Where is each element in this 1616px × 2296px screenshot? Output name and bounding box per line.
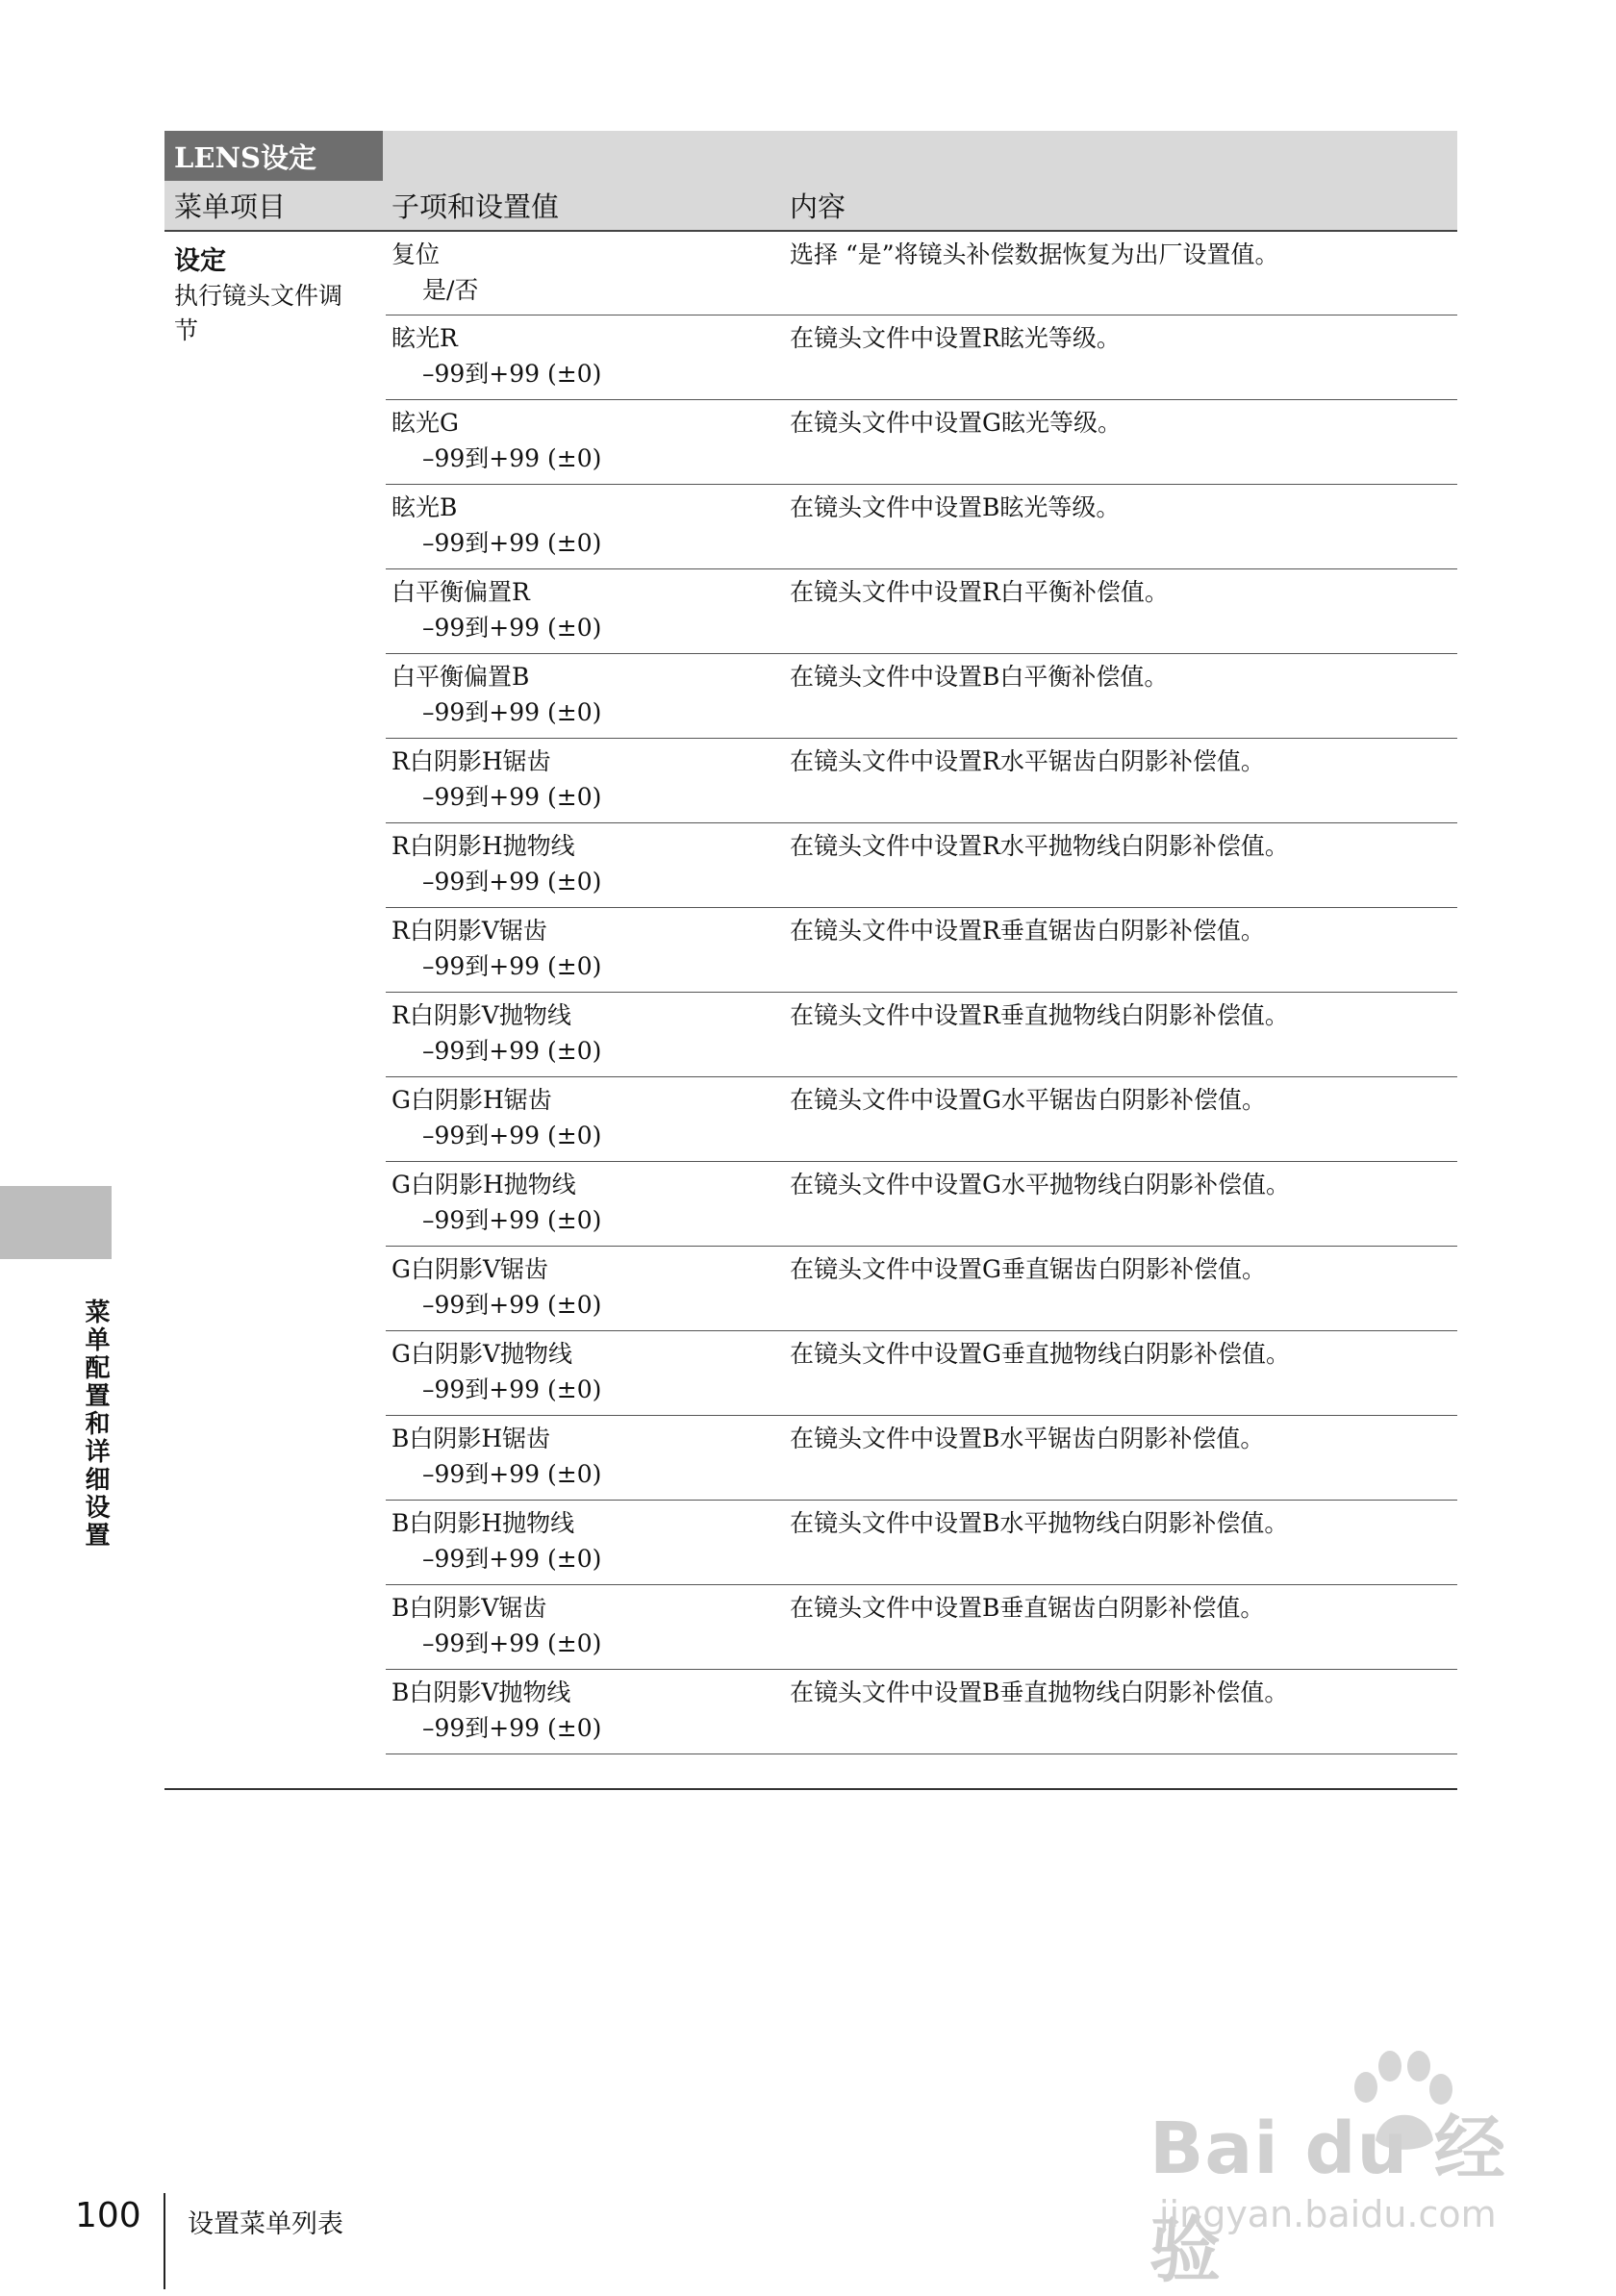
setting-range: –99到+99 (±0) xyxy=(422,1629,602,1657)
setting-description: 在镜头文件中设置B垂直锯齿白阴影补偿值。 xyxy=(790,1594,1265,1622)
setting-range: –99到+99 (±0) xyxy=(422,1714,602,1742)
column-header-sub: 子项和设置值 xyxy=(391,190,560,223)
setting-range: –99到+99 (±0) xyxy=(422,1037,602,1065)
sub-item-name: R白阴影V抛物线 xyxy=(391,1001,571,1029)
setting-description: 在镜头文件中设置G水平锯齿白阴影补偿值。 xyxy=(790,1086,1266,1114)
table-row xyxy=(386,1501,1457,1585)
column-header-row xyxy=(164,181,1457,232)
setting-description: 在镜头文件中设置G垂直抛物线白阴影补偿值。 xyxy=(790,1340,1290,1368)
sub-item-name: B白阴影V锯齿 xyxy=(391,1594,547,1622)
setting-description: 在镜头文件中设置R垂直抛物线白阴影补偿值。 xyxy=(790,1001,1289,1029)
footer-title: 设置菜单列表 xyxy=(188,2209,343,2239)
watermark xyxy=(1149,2049,1553,2292)
watermark-logo-text: Bai du 经验 xyxy=(1149,2107,1506,2292)
sub-item-name: 白平衡偏置R xyxy=(391,578,530,606)
setting-description: 在镜头文件中设置R眩光等级。 xyxy=(790,324,1121,352)
section-tab xyxy=(164,131,383,181)
setting-description: 在镜头文件中设置B水平锯齿白阴影补偿值。 xyxy=(790,1425,1265,1452)
table-bottom-rule xyxy=(164,1788,1457,1790)
table-row xyxy=(386,569,1457,654)
setting-description: 在镜头文件中设置R垂直锯齿白阴影补偿值。 xyxy=(790,917,1265,945)
column-header-content: 内容 xyxy=(790,190,846,223)
setting-range: –99到+99 (±0) xyxy=(422,1460,602,1488)
sub-item-name: R白阴影H锯齿 xyxy=(391,747,551,775)
sub-item-name: 眩光B xyxy=(391,493,458,521)
setting-description: 在镜头文件中设置B水平抛物线白阴影补偿值。 xyxy=(790,1509,1289,1537)
setting-description: 在镜头文件中设置B眩光等级。 xyxy=(790,493,1121,521)
sub-item-name: G白阴影H锯齿 xyxy=(391,1086,552,1114)
page-number: 100 xyxy=(75,2196,141,2235)
sub-item-name: B白阴影H抛物线 xyxy=(391,1509,575,1537)
table-row xyxy=(386,1331,1457,1416)
sub-item-name: G白阴影V锯齿 xyxy=(391,1255,549,1283)
table-row xyxy=(386,908,1457,993)
setting-range: –99到+99 (±0) xyxy=(422,1291,602,1319)
setting-range: 是/否 xyxy=(422,276,479,304)
menu-item-cell xyxy=(164,232,376,348)
setting-range: –99到+99 (±0) xyxy=(422,1206,602,1234)
sub-item-name: G白阴影H抛物线 xyxy=(391,1171,576,1198)
section-tab-label: LENS设定 xyxy=(174,140,316,174)
sub-item-name: 眩光R xyxy=(391,324,458,352)
menu-item-description xyxy=(164,279,376,348)
menu-item-title: 设定 xyxy=(174,246,226,276)
setting-range: –99到+99 (±0) xyxy=(422,698,602,726)
setting-description: 在镜头文件中设置R白平衡补偿值。 xyxy=(790,578,1169,606)
setting-description: 在镜头文件中设置R水平锯齿白阴影补偿值。 xyxy=(790,747,1265,775)
table-row xyxy=(386,993,1457,1077)
setting-description: 在镜头文件中设置G眩光等级。 xyxy=(790,409,1122,437)
footer-divider xyxy=(164,2193,165,2289)
table-row xyxy=(386,1077,1457,1162)
setting-range: –99到+99 (±0) xyxy=(422,868,602,896)
sub-item-name: 白平衡偏置B xyxy=(391,663,530,691)
table-row xyxy=(386,232,1457,315)
table-row xyxy=(386,485,1457,569)
table-row xyxy=(386,823,1457,908)
table-row xyxy=(386,400,1457,485)
setting-description: 在镜头文件中设置B白平衡补偿值。 xyxy=(790,663,1169,691)
table-row xyxy=(386,1670,1457,1754)
sub-item-name: B白阴影H锯齿 xyxy=(391,1425,551,1452)
table-row xyxy=(386,315,1457,400)
column-header-item: 菜单项目 xyxy=(174,190,287,223)
sub-item-name: R白阴影V锯齿 xyxy=(391,917,547,945)
setting-range: –99到+99 (±0) xyxy=(422,444,602,472)
sub-item-name: 复位 xyxy=(391,240,441,268)
watermark-url: jingyan.baidu.com xyxy=(1159,2193,1497,2235)
setting-description: 选择 “是”将镜头补偿数据恢复为出厂设置值。 xyxy=(790,240,1279,268)
setting-range: –99到+99 (±0) xyxy=(422,783,602,811)
setting-description: 在镜头文件中设置B垂直抛物线白阴影补偿值。 xyxy=(790,1678,1289,1706)
sub-item-name: R白阴影H抛物线 xyxy=(391,832,575,860)
setting-range: –99到+99 (±0) xyxy=(422,1375,602,1403)
sub-item-name: 眩光G xyxy=(391,409,459,437)
side-tab-label: 菜单配置和详细设置 xyxy=(81,1299,110,1550)
sub-item-name: B白阴影V抛物线 xyxy=(391,1678,571,1706)
setting-description: 在镜头文件中设置G水平抛物线白阴影补偿值。 xyxy=(790,1171,1290,1198)
table-row xyxy=(386,654,1457,739)
header-band xyxy=(383,131,1457,181)
setting-range: –99到+99 (±0) xyxy=(422,1122,602,1149)
menu-item-description-line: 执行镜头文件调 xyxy=(174,282,343,310)
table-row xyxy=(386,1247,1457,1331)
setting-range: –99到+99 (±0) xyxy=(422,1545,602,1573)
table-row xyxy=(386,1416,1457,1501)
setting-description: 在镜头文件中设置G垂直锯齿白阴影补偿值。 xyxy=(790,1255,1266,1283)
settings-table xyxy=(386,232,1457,1754)
setting-range: –99到+99 (±0) xyxy=(422,529,602,557)
side-tab-marker xyxy=(0,1186,112,1259)
table-row xyxy=(386,739,1457,823)
setting-range: –99到+99 (±0) xyxy=(422,614,602,642)
sub-item-name: G白阴影V抛物线 xyxy=(391,1340,573,1368)
setting-range: –99到+99 (±0) xyxy=(422,952,602,980)
menu-item-description-line: 节 xyxy=(174,316,199,344)
setting-range: –99到+99 (±0) xyxy=(422,360,602,388)
table-row xyxy=(386,1585,1457,1670)
table-row xyxy=(386,1162,1457,1247)
setting-description: 在镜头文件中设置R水平抛物线白阴影补偿值。 xyxy=(790,832,1289,860)
